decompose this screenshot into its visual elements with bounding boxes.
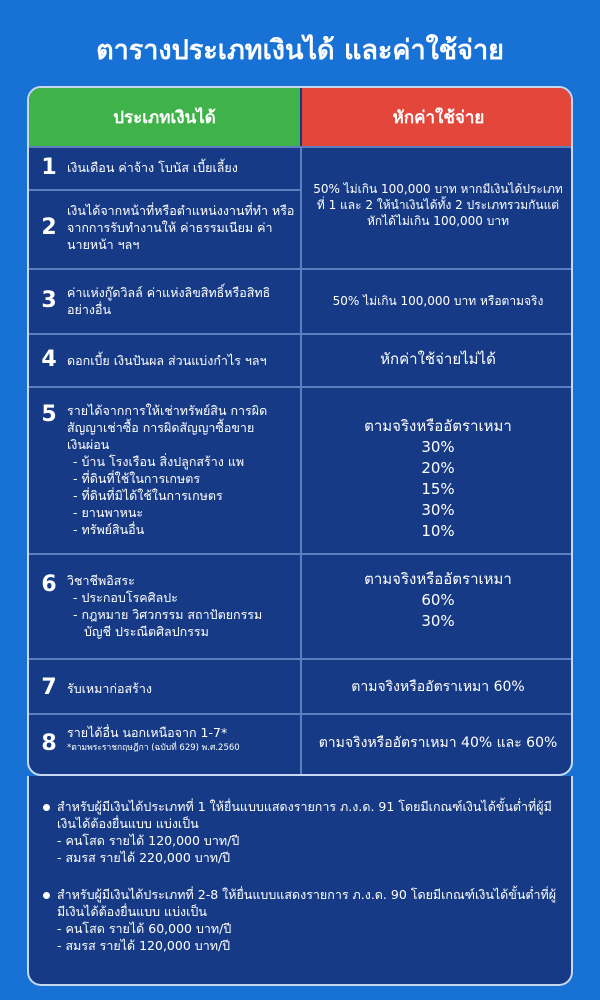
row-divider <box>29 189 301 191</box>
row-divider <box>29 268 573 270</box>
sub-item: - ทรัพย์สินอื่น <box>73 522 145 537</box>
sub-item: - บ้าน โรงเรือน สิ่งปลูกสร้าง แพ <box>73 454 245 469</box>
row-number: 4 <box>41 347 57 372</box>
bullet-icon <box>43 892 50 899</box>
rate-value: 60% <box>421 591 455 609</box>
deduction-row-8: ตามจริงหรืออัตราเหมา 40% และ 60% <box>318 735 558 751</box>
bullet-icon <box>43 804 50 811</box>
rate-value: 30% <box>421 501 455 519</box>
row-number: 2 <box>41 215 57 240</box>
income-type-text: เงินได้จากหน้าที่หรือตำแหน่งงานที่ทำ หรือจากการรับทำงานให้ ค่าธรรมเนียม ค่านายหน้า ฯลฯ <box>67 203 295 252</box>
row-divider <box>29 658 573 660</box>
sub-item: - ประกอบโรคศิลปะ <box>73 590 178 605</box>
sub-item: บัญชี ประณีตศิลปกรรม <box>84 624 209 639</box>
rate-value: 20% <box>421 459 455 477</box>
income-type-text: วิชาชีพอิสระ <box>67 573 135 588</box>
column-divider <box>300 146 302 776</box>
page-title: ตารางประเภทเงินได้ และค่าใช้จ่าย <box>96 35 504 66</box>
row-number: 3 <box>41 288 57 313</box>
note-text: สำหรับผู้มีเงินได้ประเภทที่ 2-8 ให้ยื่นแบบแสดงรายการ ภ.ง.ด. 90 โดยมีเกณฑ์เงินได้ขั้นต่ำที่ผู้มีเงินได้ต้องยื่นแบบ แบ่งเป็น <box>57 887 557 919</box>
note-item: - คนโสด รายได้ 120,000 บาท/ปี <box>57 833 240 848</box>
income-type-text: เงินเดือน ค่าจ้าง โบนัส เบี้ยเลี้ยง <box>67 160 238 175</box>
header-deduction: หักค่าใช้จ่าย <box>302 88 573 146</box>
income-type-text: รายได้อื่น นอกเหนือจาก 1-7* <box>67 725 228 740</box>
note-item: - สมรส รายได้ 120,000 บาท/ปี <box>57 938 231 953</box>
rate-value: 15% <box>421 480 455 498</box>
row-divider <box>29 333 573 335</box>
sub-item: - ที่ดินที่ใช้ในการเกษตร <box>73 471 201 486</box>
income-type-text: ดอกเบี้ย เงินปันผล ส่วนแบ่งกำไร ฯลฯ <box>67 353 267 368</box>
income-type-block <box>67 402 295 538</box>
income-type-block <box>67 572 295 640</box>
deduction-row-5 <box>305 416 571 542</box>
footnote: *ตามพระราชกฤษฎีกา (ฉบับที่ 629) พ.ศ.2560 <box>67 743 240 753</box>
row-divider <box>29 553 573 555</box>
notes-panel <box>27 776 573 986</box>
income-type-text: รับเหมาก่อสร้าง <box>67 681 152 696</box>
header-income-type: ประเภทเงินได้ <box>29 88 300 146</box>
note-item: - สมรส รายได้ 220,000 บาท/ปี <box>57 850 231 865</box>
rate-value: 10% <box>421 522 455 540</box>
note-type-2-8 <box>43 886 563 954</box>
deduction-rows-1-2: 50% ไม่เกิน 100,000 บาท หากมีเงินได้ประเภทที่ 1 และ 2 ให้นำเงินได้ทั้ง 2 ประเภทรวมกันแต่หักได้ไม่เกิน 100,000 บาท <box>313 182 563 228</box>
deduction-row-4: หักค่าใช้จ่ายไม่ได้ <box>380 350 496 368</box>
income-type-block <box>67 724 295 754</box>
note-item: - คนโสด รายได้ 60,000 บาท/ปี <box>57 921 232 936</box>
row-divider <box>29 146 573 148</box>
row-number: 8 <box>41 731 57 756</box>
row-divider <box>29 386 573 388</box>
rate-value: 30% <box>421 438 455 456</box>
deduction-row-7: ตามจริงหรืออัตราเหมา 60% <box>351 679 525 695</box>
note-type-1 <box>43 798 563 866</box>
row-number: 5 <box>41 402 57 427</box>
deduction-label: ตามจริงหรืออัตราเหมา <box>364 417 512 435</box>
row-number: 1 <box>41 155 57 180</box>
note-text: สำหรับผู้มีเงินได้ประเภทที่ 1 ให้ยื่นแบบแสดงรายการ ภ.ง.ด. 91 โดยมีเกณฑ์เงินได้ขั้นต่ำที่ผู้มีเงินได้ต้องยื่นแบบ แบ่งเป็น <box>57 799 552 831</box>
income-type-text: รายได้จากการให้เช่าทรัพย์สิน การผิดสัญญาเช่าซื้อ การผิดสัญญาซื้อขายเงินผ่อน <box>67 403 268 452</box>
row-divider <box>29 713 573 715</box>
rate-value: 30% <box>421 612 455 630</box>
deduction-label: ตามจริงหรืออัตราเหมา <box>364 570 512 588</box>
deduction-row-3: 50% ไม่เกิน 100,000 บาท หรือตามจริง <box>332 294 544 308</box>
deduction-row-6 <box>305 569 571 632</box>
sub-item: - กฎหมาย วิศวกรรม สถาปัตยกรรม <box>73 607 263 622</box>
row-number: 6 <box>41 572 57 597</box>
sub-item: - ยานพาหนะ <box>73 505 144 520</box>
income-type-text: ค่าแห่งกู๊ดวิลล์ ค่าแห่งลิขสิทธิ์หรือสิทธิอย่างอื่น <box>67 285 271 317</box>
row-number: 7 <box>41 675 57 700</box>
sub-item: - ที่ดินที่มิได้ใช้ในการเกษตร <box>73 488 223 503</box>
income-deduction-table <box>27 86 573 776</box>
